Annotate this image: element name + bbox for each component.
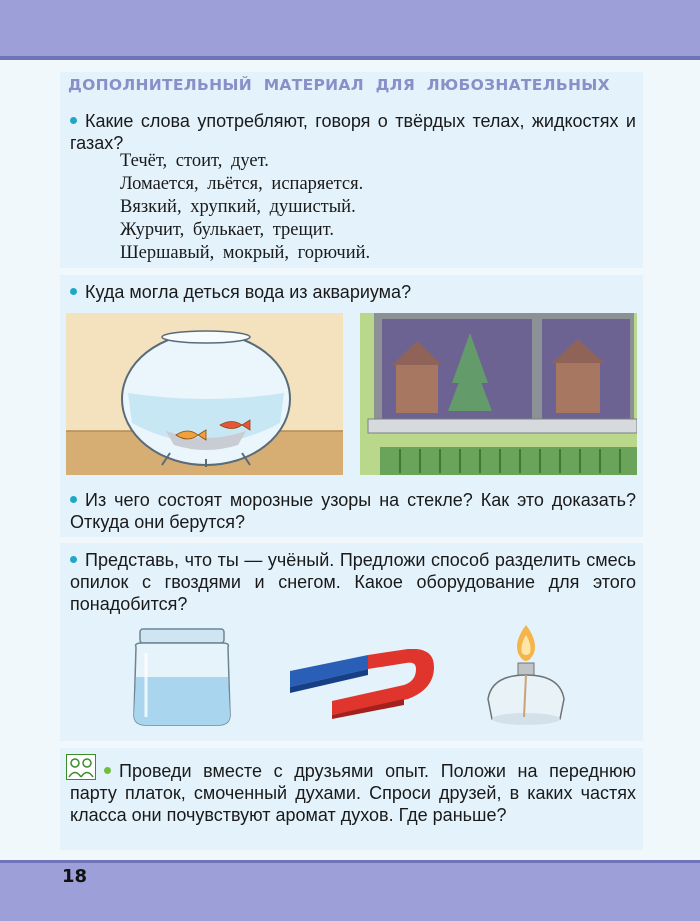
section-aquarium-frost: [60, 275, 643, 537]
bottom-color-bar: [0, 863, 700, 921]
question-frost: [70, 489, 636, 533]
bullet-icon: [104, 767, 111, 774]
question-words: [70, 110, 636, 154]
page-number: 18: [62, 866, 88, 887]
glass-jar-image: [126, 627, 238, 727]
magnet-image: [288, 649, 436, 719]
word-line: Ломается, льётся, испаряется.: [120, 174, 364, 194]
bullet-icon: [70, 496, 77, 503]
word-line: Течёт, стоит, дует.: [120, 151, 269, 171]
word-list: [120, 150, 370, 265]
bullet-icon: [70, 288, 77, 295]
bullet-icon: [70, 556, 77, 563]
frosted-window-image: [360, 313, 637, 475]
question-aquarium-text: Куда могла деться вода из аквариума?: [85, 282, 412, 302]
bullet-icon: [70, 117, 77, 124]
section-additional-material: [60, 72, 643, 268]
fishbowl-image: [66, 313, 343, 475]
question-scientist: [70, 549, 636, 615]
section-heading: ДОПОЛНИТЕЛЬНЫЙ МАТЕРИАЛ ДЛЯ ЛЮБОЗНАТЕЛЬНЫХ: [68, 76, 610, 94]
word-line: Вязкий, хрупкий, душистый.: [120, 197, 356, 217]
word-line: Журчит, булькает, трещит.: [120, 220, 334, 240]
question-scientist-text: Представь, что ты — учёный. Предложи способ разделить смесь опилок с гвоздями и снегом. Какое оборудование для этого понадобится?: [70, 550, 636, 614]
question-frost-text: Из чего состоят морозные узоры на стекле? Как это доказать? Откуда они берутся?: [70, 490, 636, 532]
word-line: Шершавый, мокрый, горючий.: [120, 243, 371, 263]
question-experiment: [70, 760, 636, 826]
section-experiment: [60, 748, 643, 850]
top-color-bar: [0, 0, 700, 58]
spirit-lamp-image: [478, 623, 574, 733]
question-words-text: Какие слова употребляют, говоря о твёрдых телах, жидкостях и газах?: [70, 111, 636, 153]
question-experiment-text: Проведи вместе с друзьями опыт. Положи на переднюю парту платок, смоченный духами. Спроси друзей, в каких частях класса они почувствуют аромат духов. Где раньше?: [70, 761, 636, 825]
section-scientist: [60, 543, 643, 741]
question-aquarium: [70, 281, 636, 303]
